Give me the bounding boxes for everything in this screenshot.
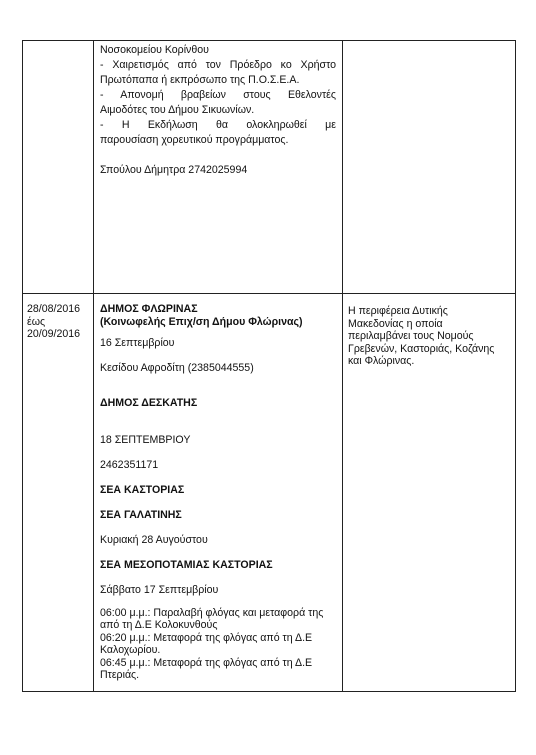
event-date: Σάββατο 17 Σεπτεμβρίου	[100, 584, 219, 596]
timeline-line: 06:00 μ.μ.: Παραλαβή φλόγας και μεταφορά της	[100, 607, 324, 619]
contact-line: Κεσίδου Αφροδίτη (2385044555)	[100, 362, 254, 374]
event-date: Κυριακή 28 Αυγούστου	[100, 534, 208, 546]
org-title: ΣΕΑ ΓΑΛΑΤΙΝΗΣ	[100, 509, 182, 521]
date-separator: έως	[27, 315, 46, 328]
date-cell	[23, 294, 94, 692]
timeline-line: Πτεριάς.	[100, 668, 140, 681]
timeline-line: 06:20 μ.μ.: Μεταφορά της φλόγας από τη Δ.Ε	[100, 632, 313, 644]
text-line: - Χαιρετισμός από τον Πρόεδρο κο Χρήστο	[100, 59, 336, 71]
event-date: 16 Σεπτεμβρίου	[100, 337, 175, 349]
event-cell	[94, 41, 343, 294]
text-line: Πρωτόπαπα ή εκπρόσωπο της Π.Ο.Σ.Ε.Α.	[100, 74, 300, 86]
notes-cell	[343, 41, 516, 294]
notes-cell	[343, 294, 516, 692]
region-line: και Φλώρινας.	[348, 355, 415, 367]
timeline-line: 06:45 μ.μ.: Μεταφορά της φλόγας από τη Δ.Ε	[100, 657, 313, 669]
phone-line: 2462351171	[100, 459, 159, 471]
region-line: Γρεβενών, Καστοριάς, Κοζάνης	[348, 342, 495, 355]
region-line: περιλαμβάνει τους Νομούς	[348, 330, 474, 342]
event-cell	[94, 294, 343, 692]
table-row	[23, 294, 516, 692]
text-line: Νοσοκομείου Κορίνθου	[100, 44, 209, 56]
org-title: ΔΗΜΟΣ ΦΛΩΡΙΝΑΣ	[100, 303, 198, 315]
org-title: ΣΕΑ ΜΕΣΟΠΟΤΑΜΙΑΣ ΚΑΣΤΟΡΙΑΣ	[100, 559, 273, 571]
org-title: ΔΗΜΟΣ ΔΕΣΚΑΤΗΣ	[100, 397, 198, 409]
date-cell	[23, 41, 94, 294]
timeline	[100, 608, 336, 681]
table-row	[23, 41, 516, 294]
timeline-line: από τη Δ.Ε Κολοκυνθούς	[100, 618, 218, 631]
text-line: Αιμοδότες του Δήμου Σικυωνίων.	[100, 104, 255, 116]
date-from: 28/08/2016	[27, 303, 81, 315]
schedule-table	[22, 40, 516, 692]
event-date: 18 ΣΕΠΤΕΜΒΡΙΟΥ	[100, 434, 191, 446]
region-line: Μακεδονίας η οποία	[348, 317, 443, 330]
timeline-item	[100, 633, 336, 656]
text-line: - Η Εκδήλωση θα ολοκληρωθεί με	[100, 119, 336, 131]
date-to: 20/09/2016	[27, 328, 81, 340]
region-line: Η περιφέρεια Δυτικής	[348, 305, 448, 317]
text-line: παρουσίαση χορευτικού προγράμματος.	[100, 134, 289, 146]
org-title: ΣΕΑ ΚΑΣΤΟΡΙΑΣ	[100, 484, 185, 496]
org-subtitle: (Κοινωφελής Επιχ/ση Δήμου Φλώρινας)	[100, 315, 303, 328]
contact-line: Σπούλου Δήμητρα 2742025994	[100, 164, 248, 176]
timeline-item	[100, 658, 336, 681]
text-line: - Απονομή βραβείων στους Εθελοντές	[100, 89, 336, 101]
timeline-item	[100, 608, 336, 631]
timeline-line: Καλοχωρίου.	[100, 643, 161, 656]
